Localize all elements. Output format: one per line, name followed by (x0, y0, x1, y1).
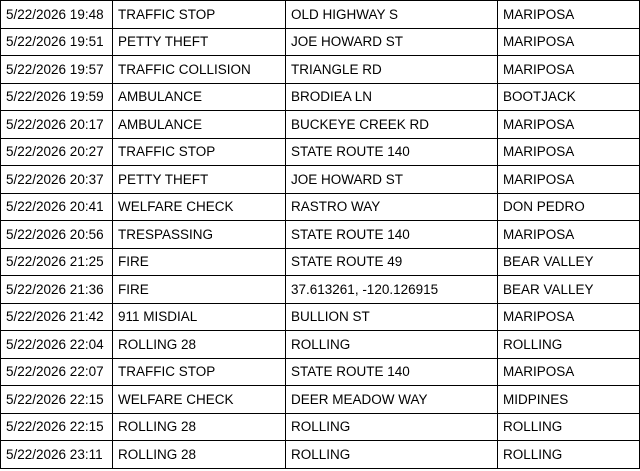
table-row (1, 248, 640, 276)
location-cell: STATE ROUTE 49 (286, 248, 498, 276)
table-row (1, 441, 640, 469)
location-cell: JOE HOWARD ST (286, 28, 498, 56)
datetime-cell: 5/22/2026 21:25 (1, 248, 113, 276)
location-cell: BULLION ST (286, 303, 498, 331)
incident-type-cell: AMBULANCE (113, 111, 286, 139)
datetime-cell: 5/22/2026 22:04 (1, 331, 113, 359)
location-cell: ROLLING (286, 413, 498, 441)
incident-type-cell: TRAFFIC STOP (113, 138, 286, 166)
table-row (1, 358, 640, 386)
table-row (1, 193, 640, 221)
incident-type-cell: ROLLING 28 (113, 413, 286, 441)
incident-log-body (1, 1, 640, 469)
area-cell: ROLLING (498, 413, 640, 441)
datetime-cell: 5/22/2026 23:11 (1, 441, 113, 469)
area-cell: MARIPOSA (498, 166, 640, 194)
incident-type-cell: WELFARE CHECK (113, 193, 286, 221)
incident-type-cell: TRAFFIC STOP (113, 1, 286, 29)
datetime-cell: 5/22/2026 20:56 (1, 221, 113, 249)
area-cell: ROLLING (498, 441, 640, 469)
area-cell: DON PEDRO (498, 193, 640, 221)
table-row (1, 413, 640, 441)
location-cell: 37.613261, -120.126915 (286, 276, 498, 304)
incident-type-cell: FIRE (113, 276, 286, 304)
table-row (1, 28, 640, 56)
datetime-cell: 5/22/2026 19:51 (1, 28, 113, 56)
location-cell: ROLLING (286, 331, 498, 359)
incident-type-cell: ROLLING 28 (113, 441, 286, 469)
area-cell: MARIPOSA (498, 28, 640, 56)
incident-type-cell: ROLLING 28 (113, 331, 286, 359)
table-row (1, 221, 640, 249)
incident-type-cell: AMBULANCE (113, 83, 286, 111)
datetime-cell: 5/22/2026 20:37 (1, 166, 113, 194)
table-row (1, 56, 640, 84)
table-row (1, 83, 640, 111)
location-cell: STATE ROUTE 140 (286, 138, 498, 166)
datetime-cell: 5/22/2026 21:42 (1, 303, 113, 331)
area-cell: MARIPOSA (498, 1, 640, 29)
area-cell: MARIPOSA (498, 111, 640, 139)
table-row (1, 138, 640, 166)
table-row (1, 331, 640, 359)
incident-type-cell: WELFARE CHECK (113, 386, 286, 414)
incident-type-cell: PETTY THEFT (113, 28, 286, 56)
incident-type-cell: TRAFFIC COLLISION (113, 56, 286, 84)
datetime-cell: 5/22/2026 21:36 (1, 276, 113, 304)
incident-type-cell: 911 MISDIAL (113, 303, 286, 331)
location-cell: BRODIEA LN (286, 83, 498, 111)
table-row (1, 111, 640, 139)
location-cell: STATE ROUTE 140 (286, 358, 498, 386)
area-cell: MARIPOSA (498, 56, 640, 84)
table-row (1, 166, 640, 194)
area-cell: ROLLING (498, 331, 640, 359)
datetime-cell: 5/22/2026 20:41 (1, 193, 113, 221)
location-cell: STATE ROUTE 140 (286, 221, 498, 249)
table-row (1, 276, 640, 304)
area-cell: MARIPOSA (498, 138, 640, 166)
datetime-cell: 5/22/2026 19:59 (1, 83, 113, 111)
incident-type-cell: TRESPASSING (113, 221, 286, 249)
datetime-cell: 5/22/2026 22:15 (1, 386, 113, 414)
area-cell: MARIPOSA (498, 358, 640, 386)
table-row (1, 386, 640, 414)
incident-type-cell: FIRE (113, 248, 286, 276)
datetime-cell: 5/22/2026 22:15 (1, 413, 113, 441)
area-cell: BEAR VALLEY (498, 276, 640, 304)
area-cell: BOOTJACK (498, 83, 640, 111)
location-cell: RASTRO WAY (286, 193, 498, 221)
datetime-cell: 5/22/2026 22:07 (1, 358, 113, 386)
datetime-cell: 5/22/2026 19:57 (1, 56, 113, 84)
area-cell: MARIPOSA (498, 303, 640, 331)
area-cell: MIDPINES (498, 386, 640, 414)
datetime-cell: 5/22/2026 19:48 (1, 1, 113, 29)
location-cell: JOE HOWARD ST (286, 166, 498, 194)
table-row (1, 303, 640, 331)
area-cell: BEAR VALLEY (498, 248, 640, 276)
location-cell: DEER MEADOW WAY (286, 386, 498, 414)
datetime-cell: 5/22/2026 20:27 (1, 138, 113, 166)
table-row (1, 1, 640, 29)
incident-type-cell: PETTY THEFT (113, 166, 286, 194)
location-cell: OLD HIGHWAY S (286, 1, 498, 29)
location-cell: BUCKEYE CREEK RD (286, 111, 498, 139)
location-cell: ROLLING (286, 441, 498, 469)
area-cell: MARIPOSA (498, 221, 640, 249)
incident-type-cell: TRAFFIC STOP (113, 358, 286, 386)
location-cell: TRIANGLE RD (286, 56, 498, 84)
datetime-cell: 5/22/2026 20:17 (1, 111, 113, 139)
